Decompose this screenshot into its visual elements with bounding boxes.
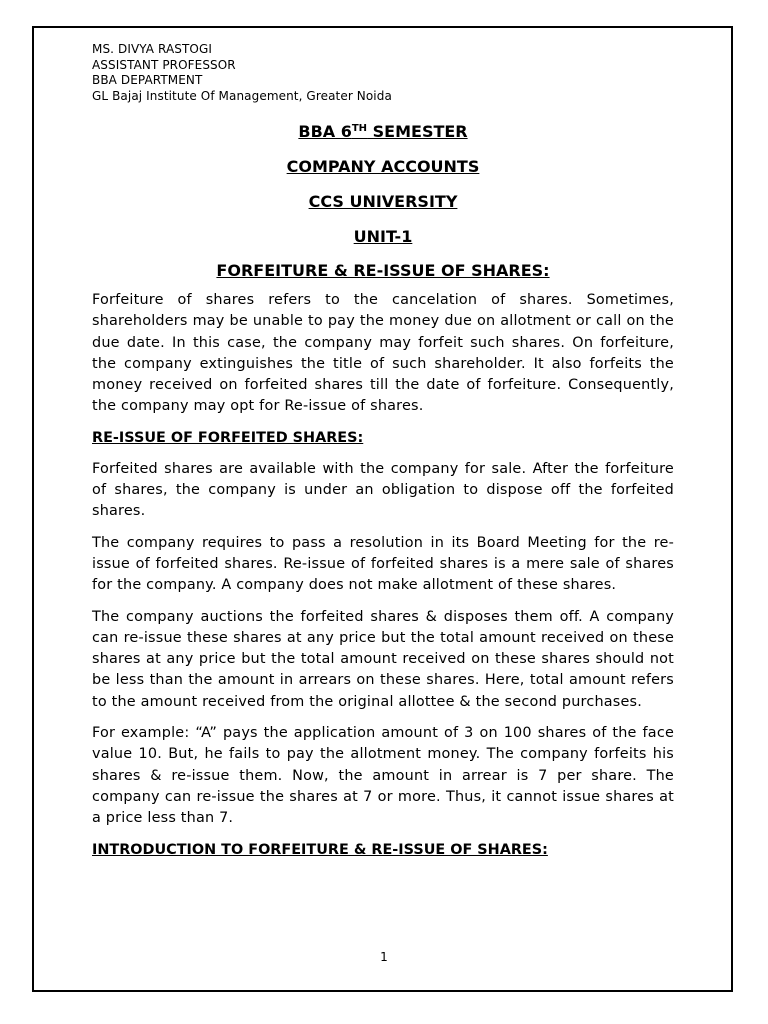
- author-institute: GL Bajaj Institute Of Management, Greater Noida: [92, 88, 392, 103]
- semester-prefix: BBA 6: [298, 122, 352, 141]
- reissue-paragraph: Forfeited shares are available with the company for sale. After the forfeiture of shares, the company is under an obligation to dispose off the forfeited shares.: [92, 460, 674, 520]
- topic-heading: FORFEITURE & RE-ISSUE OF SHARES:: [216, 261, 550, 280]
- semester-suffix: SEMESTER: [367, 122, 468, 141]
- title-block: [92, 120, 674, 283]
- author-name: MS. DIVYA RASTOGI: [92, 42, 213, 56]
- introduction-section-heading: INTRODUCTION TO FORFEITURE & RE-ISSUE OF SHARES:: [92, 841, 548, 858]
- university-heading: CCS UNIVERSITY: [308, 192, 458, 211]
- reissue-paragraph: The company auctions the forfeited shares & disposes them off. A company can re-issue these shares at any price but the total amount received on these shares at any price but the total amount received on these shares should not be less than the amount in arrears on these shares. Here, total amount refers to the amount received from the original allottee & the second purchases.: [92, 608, 674, 710]
- semester-superscript: TH: [351, 123, 368, 134]
- reissue-section-heading: RE-ISSUE OF FORFEITED SHARES:: [92, 429, 364, 446]
- reissue-paragraph: For example: “A” pays the application amount of 3 on 100 shares of the face value 10. But, he fails to pay the allotment money. The company forfeits his shares & re-issue them. Now, the amount in arrear is 7 per share. The company can re-issue the shares at 7 or more. Thus, it cannot issue shares at a price less than 7.: [92, 725, 674, 827]
- intro-paragraph: Forfeiture of shares refers to the cancelation of shares. Sometimes, shareholders may be unable to pay the money due on allotment or call on the due date. In this case, the company may forfeit such shares. On forfeiture, the company extinguishes the title of such shareholder. It also forfeits the money received on forfeited shares till the date of forfeiture. Consequently, the company may opt for Re-issue of shares.: [92, 292, 674, 415]
- document-body: [92, 290, 674, 871]
- semester-heading: [92, 120, 674, 144]
- unit-heading: UNIT-1: [353, 227, 413, 246]
- subject-heading: COMPANY ACCOUNTS: [286, 157, 480, 176]
- reissue-paragraph: The company requires to pass a resolution in its Board Meeting for the re-issue of forfeited shares. Re-issue of forfeited shares is a mere sale of shares for the company. A company does not make allotment of these shares.: [92, 534, 674, 594]
- author-block: [92, 42, 652, 104]
- author-designation: ASSISTANT PROFESSOR: [92, 57, 236, 72]
- page-number: 1: [380, 950, 388, 964]
- author-department: BBA DEPARTMENT: [92, 73, 203, 87]
